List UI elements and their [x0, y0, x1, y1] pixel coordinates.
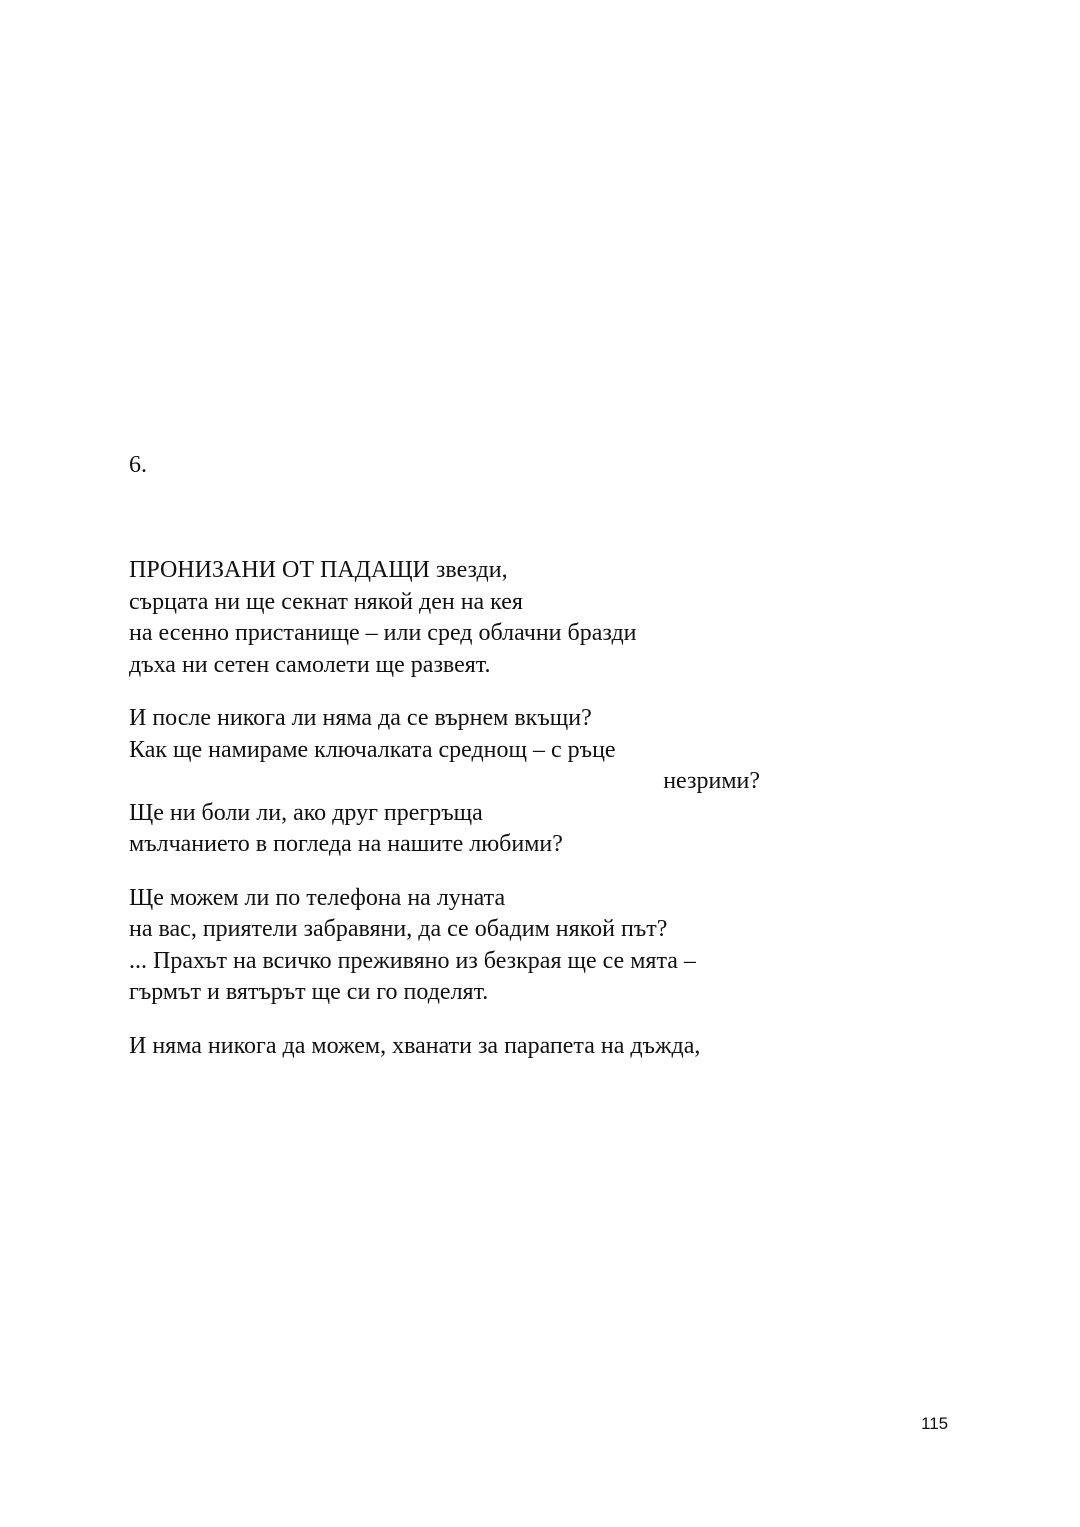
poem-line: гърмът и вятърът ще си го поделят.: [129, 979, 489, 1005]
stanza-3: [129, 883, 809, 1009]
poem-line: на вас, приятели забравяни, да се обадим някой път?: [129, 916, 668, 942]
poem-line: сърцата ни ще секнат някой ден на кея: [129, 588, 523, 615]
poem-line: Ще ни боли ли, ако друг прегръща: [129, 799, 483, 826]
poem-line: Ще можем ли по телефона на луната: [129, 884, 506, 911]
poem-line-continuation: незрими?: [663, 768, 760, 794]
poem-line: ПРОНИЗАНИ ОТ ПАДАЩИ звезди,: [129, 557, 508, 583]
stanza-1: [129, 555, 809, 681]
section-number: 6.: [129, 452, 147, 478]
poem-line: И после никога ли няма да се върнем вкъщи?: [129, 705, 592, 731]
poem-line: Как ще намираме ключалката среднощ – с ръце: [129, 736, 616, 763]
stanza-2: [129, 703, 809, 861]
poem: [129, 555, 809, 1084]
poem-line: мълчанието в погледа на нашите любими?: [129, 831, 563, 857]
poem-line: дъха ни сетен самолети ще развеят.: [129, 651, 491, 678]
stanza-4: [129, 1031, 809, 1063]
poem-line: ... Прахът на всичко преживяно из безкрая ще се мята –: [129, 947, 696, 974]
poem-line: на есенно пристанище – или сред облачни бразди: [129, 620, 637, 646]
page-number: 115: [921, 1414, 949, 1433]
poem-line: И няма никога да можем, хванати за парапета на дъжда,: [129, 1032, 701, 1059]
